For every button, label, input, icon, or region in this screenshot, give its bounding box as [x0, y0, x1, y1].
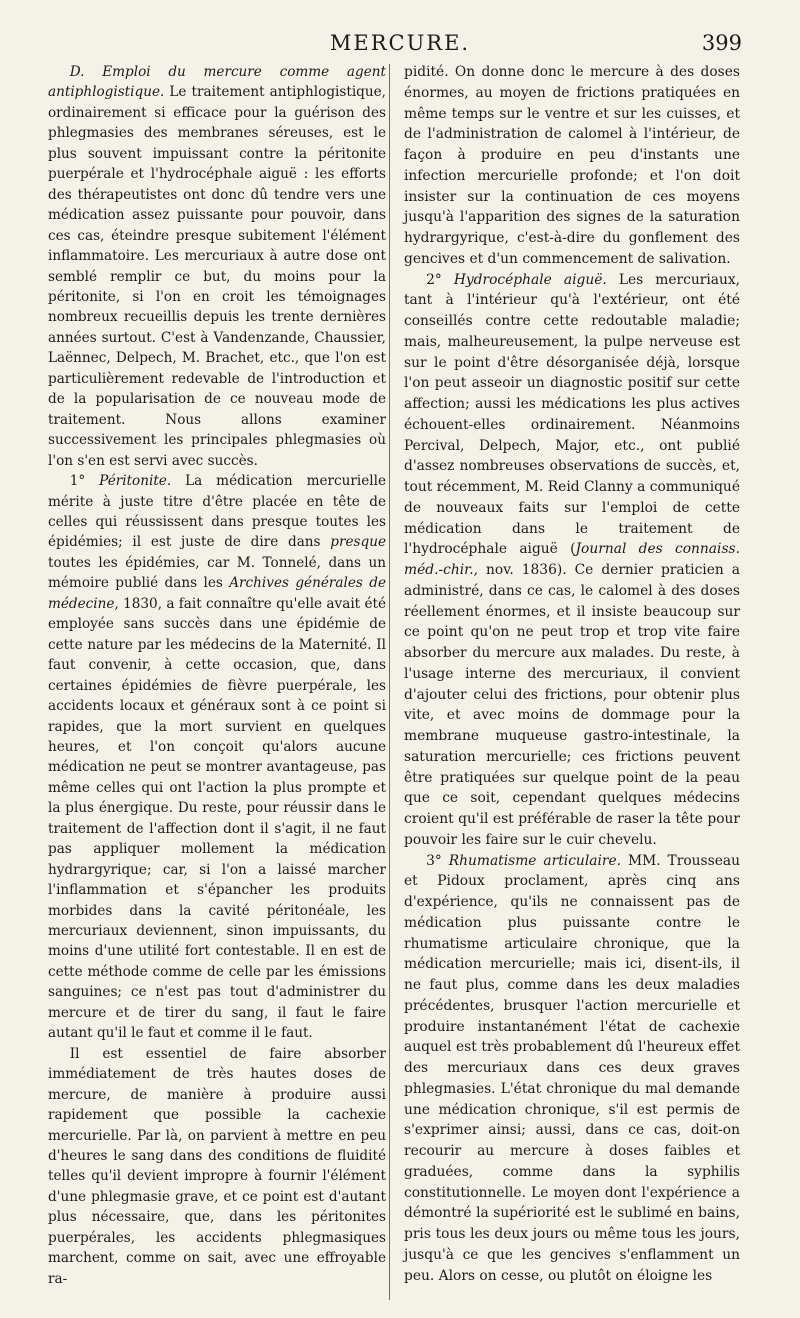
right-column — [404, 62, 740, 1286]
section-d-text: Le traitement antiphlogistique, ordinairement si efficace pour la guérison des phlegmasies des membranes séreuses, est le plus souvent impuissant contre la péritonite puerpérale et l'hydrocéphale aiguë : les efforts des thérapeutistes ont donc dû tendre vers une médication assez puissante pour pouvoir, dans ces cas, éteindre presque subitement l'élément inflammatoire. Les mercuriaux à autre dose ont semblé remplir ce but, du moins pour la péritonite, si l'on en croit les témoignages nombreux recueillis depuis les trente dernières années surtout. C'est à Vandenzande, Chaussier, Laënnec, Delpech, M. Brachet, etc., que l'on est particulièrement redevable de l'introduction et de la popularisation de ce nouveau mode de traitement. Nous allons examiner successivement les principales phlegmasies où l'on s'en est servi avec succès. — [48, 84, 386, 469]
section-d-paragraph — [48, 62, 386, 471]
peritonite-emphasis-presque: presque — [330, 534, 386, 551]
hydrocephale-text-2: , nov. 1836). Ce dernier praticien a administré, dans ce cas, le calomel à des doses réellement énormes, et il insiste beaucoup sur ce point qu'on ne peut trop et trop vite faire absorber du mercure aux malades. Du reste, à l'usage interne des mercuriaux, il convient d'ajouter celui des frictions, pour obtenir plus vite, et avec moins de dommage pour la membrane muqueuse gastro-intestinale, la saturation mercurielle; ces frictions peuvent être pratiquées sur quelque point de la peau que ce soit, cependant quelques médecins croient qu'il est préférable de raser la tête pour pouvoir les faire sur le cuir chevelu. — [404, 562, 740, 848]
section-d-heading: D. Emploi du mercure comme agent antiphlogistique. — [48, 64, 386, 101]
peritonite-text-3: , 1830, a fait connaître qu'elle avait été employée sans succès dans une épidémie de cette nature par les médecins de la Maternité. Il faut convenir, à cette occasion, que, dans certaines épidémies de fièvre puerpérale, les accidents locaux et généraux sont à ce point si rapides, que la mort survient en quelques heures, et l'on conçoit qu'alors aucune médication ne peut se montrer avantageuse, pas même celles qui ont l'action la plus prompte et la plus énergique. Du reste, pour réussir dans le traitement de l'affection dont il s'agit, il ne faut pas appliquer mollement la médication hydrargyrique; car, si l'on a laissé marcher l'inflammation et s'épancher les produits morbides dans la cavité péritonéale, les mercuriaux deviennent, sinon impuissants, du moins d'une utilité fort contestable. Il en est de cette méthode comme de celle par les émissions sanguines; ce n'est pas tout d'administrer du mercure et de tirer du sang, il faut le faire autant qu'il le faut et comme il le faut. — [48, 595, 386, 1042]
rhumatisme-number: 3° — [426, 852, 442, 869]
running-head — [0, 30, 800, 56]
absorption-paragraph: Il est essentiel de faire absorber immédiatement de très hautes doses de mercure, de manière à produire aussi rapidement que possible la cachexie mercurielle. Par là, on parvient à mettre en peu d'heures le sang dans des conditions de fluidité telles qu'il devient impropre à fournir l'élément d'une phlegmasie grave, et ce point est d'autant plus nécessaire, que, dans les péritonites puerpérales, les accidents phlegmasiques marchent, comme on sait, avec une effroyable ra- — [48, 1045, 386, 1287]
peritonite-text-1: La médication mercurielle mérite à juste titre d'être placée en tête de celles qui réussissent dans presque toutes les épidémies; il est juste de dire dans — [48, 473, 387, 551]
continuation-paragraph: pidité. On donne donc le mercure à des doses énormes, au moyen de frictions pratiquées en même temps sur le ventre et sur les cuisses, et de l'administration de calomel à l'intérieur, de façon à produire en peu d'instants une infection mercurielle profonde; et l'on doit insister sur la continuation de ces moyens jusqu'à l'apparition des signes de la saturation hydrargyrique, c'est-à-dire du gonflement des gencives et d'un commencement de salivation. — [404, 64, 740, 267]
hydrocephale-text-1: Les mercuriaux, tant à l'intérieur qu'à l'extérieur, ont été conseillés contre cette redoutable maladie; mais, malheureusement, la pulpe nerveuse est sur le point d'être désorganisée déjà, lorsque l'on peut asseoir un diagnostic positif sur cette affection; aussi les médications les plus actives échouent-elles ordinairement. Néanmoins Percival, Delpech, Major, etc., ont publié d'assez nombreuses observations de succès, et, tout récemment, M. Reid Clanny a communiqué de nouveaux faits sur l'emploi de cette médication dans le traitement de l'hydrocéphale aiguë ( — [404, 271, 741, 558]
left-column — [48, 62, 386, 1289]
running-title: MERCURE. — [329, 31, 471, 55]
peritonite-number: 1° — [69, 473, 86, 490]
column-divider — [389, 64, 390, 1300]
rhumatisme-heading: Rhumatisme articulaire. — [448, 852, 622, 869]
hydrocephale-paragraph — [404, 270, 740, 851]
rhumatisme-text: MM. Trousseau et Pidoux proclament, après cinq ans d'expérience, qu'ils ne connaissent pas de médication plus puissante contre le rhumatisme articulaire chronique, que la médication mercurielle; mais ici, disent-ils, il ne faut plus, comme dans les deux maladies précédentes, brusquer l'action mercurielle et produire instantanément l'état de cachexie auquel est très probablement dû l'heureux effet des mercuriaux dans ces deux graves phlegmasies. L'état chronique du mal demande une médication chronique, s'il est permis de s'exprimer ainsi; aussi, dans ce cas, doit-on recourir au mercure à doses faibles et graduées, comme dans la syphilis constitutionnelle. Le moyen dont l'expérience a démontré la supériorité est le sublimé en bains, pris tous les deux jours ou même tous les jours, jusqu'à ce que les gencives s'enflamment un peu. Alors on cesse, ou plutôt on éloigne les — [404, 852, 740, 1284]
peritonite-heading: Péritonite. — [99, 473, 172, 490]
rhumatisme-paragraph — [404, 851, 740, 1287]
peritonite-text-2: toutes les épidémies, car M. Tonnelé, dans un mémoire publié dans les — [48, 554, 386, 592]
peritonite-paragraph — [48, 471, 386, 1044]
peritonite-journal-title: Archives générales de médecine — [48, 575, 386, 612]
hydrocephale-heading: Hydrocéphale aiguë. — [453, 271, 607, 288]
hydrocephale-journal-title: Journal des connaiss. méd.-chir. — [404, 541, 740, 578]
page-number: 399 — [701, 31, 742, 55]
hydrocephale-number: 2° — [426, 271, 442, 288]
